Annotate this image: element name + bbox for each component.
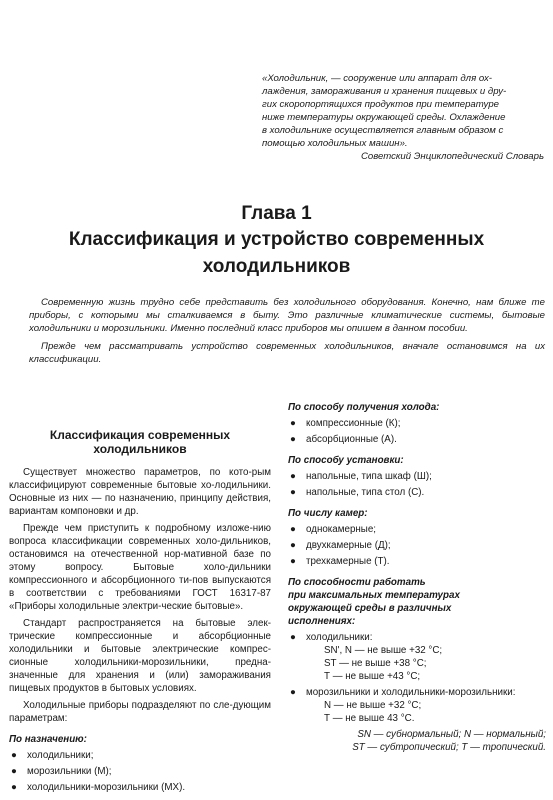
intro-paragraph: Современную жизнь трудно себе представить без холодильного оборудования. Конечно, нам ближе те приборы, с которыми мы сталкиваемся в быту. Это различные климатические системы, бытовые холодильники и морозильники. Именно последний класс приборов мы опишем в данном пособии. [29, 297, 545, 334]
temperature-list [288, 631, 546, 725]
purpose-list [9, 749, 271, 794]
list-item [288, 486, 546, 499]
list-item [9, 765, 271, 778]
bullet-icon: ● [290, 632, 296, 643]
epigraph-line: ниже температуры окружающей среды. Охлаждение [262, 112, 506, 123]
list-item-text: холодильники; [27, 750, 94, 761]
list-item [288, 686, 546, 725]
list-item-text: морозильники (М); [27, 766, 112, 777]
intro-paragraph: Прежде чем рассматривать устройство современных холодильников, вначале остановимся на их классификации. [29, 341, 545, 365]
bullet-icon: ● [290, 471, 296, 482]
list-item-text: холодильники: [306, 632, 373, 643]
bullet-icon: ● [290, 418, 296, 429]
epigraph-source: Советский Энциклопедический Словарь [360, 151, 544, 162]
temperature-header-line: исполнениях: [288, 616, 356, 627]
bullet-icon: ● [290, 540, 296, 551]
body-paragraph: Холодильные приборы подразделяют по сле-дующим параметрам: [9, 700, 271, 724]
bullet-icon: ● [290, 687, 296, 698]
list-item-text: напольные, типа шкаф (Ш); [306, 471, 432, 482]
bullet-icon: ● [290, 487, 296, 498]
bullet-icon: ● [290, 434, 296, 445]
list-item [288, 470, 546, 483]
chambers-header: По числу камер: [288, 508, 368, 519]
epigraph-line: в холодильнике осуществляется главным образом с [262, 125, 504, 136]
install-header: По способу установки: [288, 455, 404, 466]
list-item-text: холодильники-морозильники (МХ). [27, 782, 186, 793]
list-item [288, 523, 546, 536]
bullet-icon: ● [11, 766, 17, 777]
list-item [288, 417, 546, 430]
bullet-icon: ● [290, 556, 296, 567]
list-item [288, 539, 546, 552]
sub-line: N — не выше +32 °С; [324, 700, 422, 711]
list-item [9, 781, 271, 794]
list-item-text: абсорбционные (А). [306, 434, 397, 445]
chambers-list [288, 523, 546, 568]
cold-method-header: По способу получения холода: [288, 402, 440, 413]
chapter-title-line: холодильников [202, 256, 351, 277]
sub-line: Т — не выше 43 °С. [324, 713, 415, 724]
temperature-header-line: По способности работать [288, 577, 426, 588]
temperature-header-line: окружающей среды в различных [288, 603, 452, 614]
cold-method-list [288, 417, 546, 446]
footnote [288, 728, 546, 754]
intro [29, 296, 545, 371]
right-column [288, 401, 546, 754]
footnote-line: ST — субтропический; Т — тропический. [352, 742, 546, 753]
install-list [288, 470, 546, 499]
section-title [9, 428, 271, 456]
list-item-text: двухкамерные (Д); [306, 540, 391, 551]
epigraph-line: гих скоропортящихся продуктов при температуре [262, 99, 500, 110]
list-item [9, 749, 271, 762]
epigraph-line: лаждения, замораживания и хранения пищевых и дру- [262, 86, 507, 97]
section-title-line: Классификация современных [49, 428, 231, 442]
list-item [288, 555, 546, 568]
body-paragraph: Существует множество параметров, по кото-рым классифицируют современные бытовые хо-лодильники. Основные из них — по назначению, принципу действия, вариантам компоновки и др. [9, 467, 271, 517]
temperature-header-line: при максимальных температурах [288, 590, 460, 601]
list-item-text: морозильники и холодильники-морозильники: [306, 687, 516, 698]
epigraph-line: помощью холодильных машин». [262, 138, 408, 149]
sub-line: SN', N — не выше +32 °С; [324, 645, 443, 656]
bullet-icon: ● [11, 750, 17, 761]
list-item-text: напольные, типа стол (С). [306, 487, 425, 498]
list-item-text: однокамерные; [306, 524, 377, 535]
list-item-text: трехкамерные (Т). [306, 556, 390, 567]
sub-line: ST — не выше +38 °С; [324, 658, 427, 669]
list-item [288, 433, 546, 446]
chapter-number: Глава 1 [241, 203, 312, 224]
bullet-icon: ● [11, 782, 17, 793]
body-paragraph: Стандарт распространяется на бытовые элек-трические компрессионные и абсорбционные холодильники и бытовые электрические компрес-сионные холодильники-морозильники, предна-значенные для хранения и (или) замораживания пищевых продуктов в бытовых условиях. [9, 618, 271, 694]
list-item [288, 631, 546, 683]
purpose-header: По назначению: [9, 734, 87, 745]
temperature-header [288, 576, 546, 628]
list-item-text: компрессионные (К); [306, 418, 401, 429]
epigraph-line: «Холодильник, — сооружение или аппарат для ох- [262, 73, 492, 84]
chapter-title-line: Классификация и устройство современных [68, 229, 485, 250]
sub-line: Т — не выше +43 °С; [324, 671, 421, 682]
body-paragraph: Прежде чем приступить к подробному изложе-нию вопроса классификации современных холо-дильников, остановимся на отечественной нор-мативной базе по этому вопросу. Бытовые холо-дильники компрессионного и абсорбционного ти-пов выпускаются в соответствии с требованиями ГОСТ 16317-87 «Приборы холодильные электри-ческие бытовые». [9, 523, 271, 612]
bullet-icon: ● [290, 524, 296, 535]
left-column [9, 428, 271, 797]
epigraph [262, 72, 544, 163]
section-title-line: холодильников [93, 442, 187, 456]
chapter-heading [0, 203, 553, 279]
footnote-line: SN — субнормальный; N — нормальный; [357, 729, 546, 740]
